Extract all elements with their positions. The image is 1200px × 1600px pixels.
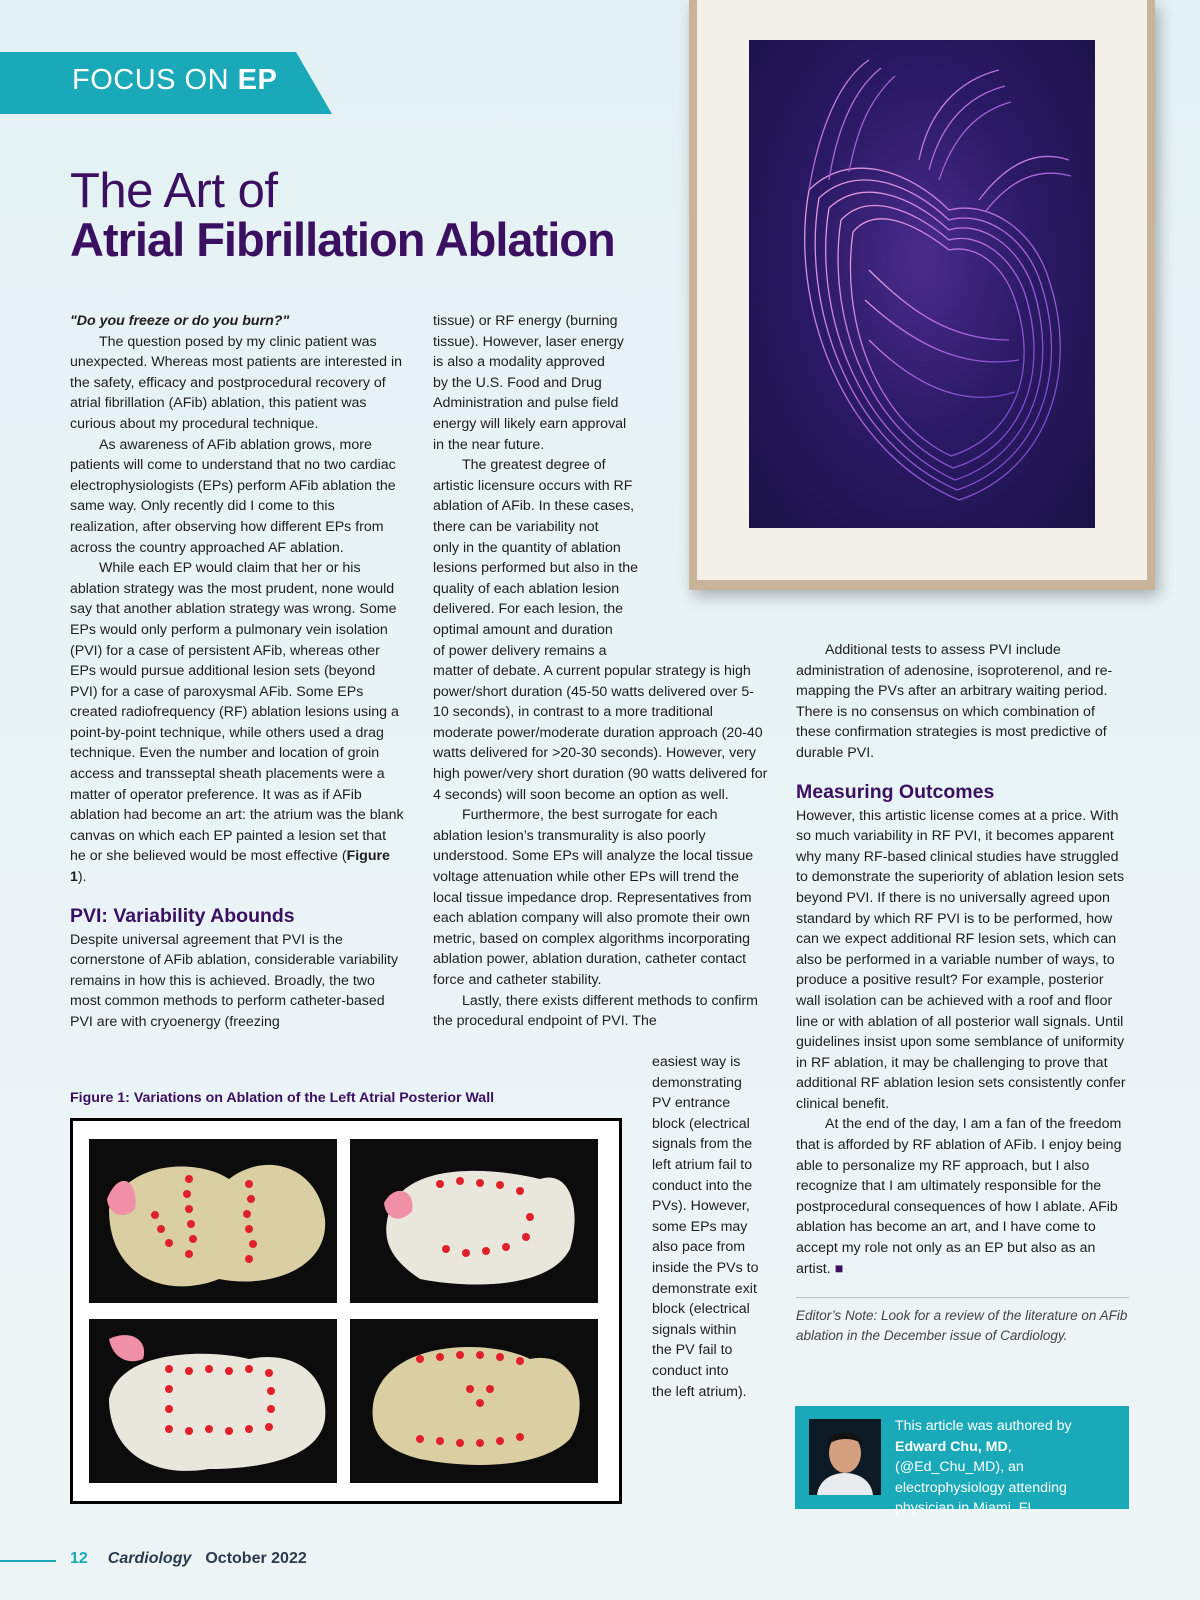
author-name: Edward Chu, MD <box>895 1438 1008 1455</box>
article-column-2-top <box>433 311 673 661</box>
text-line: by the U.S. Food and Drug <box>433 374 602 391</box>
section-heading: Measuring Outcomes <box>796 780 995 803</box>
footer-rule <box>0 1560 56 1562</box>
article-title-line1: The Art of <box>70 164 278 218</box>
paragraph: While each EP would claim that her or his ablation strategy was the most prudent, none would say that another ablation strategy was wrong. Some EPs would only perform a pulmonary vein isolation (PVI) for a case of persistent AFib, whereas other EPs would pursue additional lesion sets (beyond PVI) for a case of paroxysmal AFib. Some EPs created radiofrequency (RF) ablation lesions using a point-by-point technique, while others used a drag technique. Even the number and location of groin access and transseptal sheath placements were a matter of operator preference. It was as if AFib ablation had become an art: the atrium was the blank canvas on which each EP painted a lesion set that he or she believed would be most effective (Figure 1). <box>70 560 404 886</box>
text-line: the left atrium). <box>652 1383 747 1400</box>
section-heading: PVI: Variability Abounds <box>70 904 295 927</box>
text-line: block (electrical <box>652 1115 750 1132</box>
text-line: in the near future. <box>433 436 545 453</box>
paragraph: As awareness of AFib ablation grows, more patients will come to understand that no two cardiac electrophysiologists (EPs) perform AFib ablation the same way. Only recently did I come to this realization, after observing how different EPs from across the country approached AF ablation. <box>70 436 396 556</box>
text-line: there can be variability not <box>433 518 599 535</box>
author-photo <box>809 1419 881 1495</box>
figure-panel <box>350 1139 598 1303</box>
paragraph: matter of debate. A current popular strategy is high power/short duration (45-50 watts delivered over 5-10 seconds), in contrast to a more traditional moderate power/moderate duration approach (20-40 watts delivered for >20-30 seconds). However, very high power/very short duration (90 watts delivered for 4 seconds) will soon become an option as well. <box>433 663 768 803</box>
section-banner-text: FOCUS ON EP <box>72 64 278 96</box>
text-line: PVs). However, <box>652 1198 750 1215</box>
text-line: signals within <box>652 1321 737 1338</box>
heart-artwork-image <box>749 40 1095 528</box>
text-line: block (electrical <box>652 1301 750 1318</box>
text-line: signals from the <box>652 1136 753 1153</box>
text-line: energy will likely earn approval <box>433 415 627 432</box>
text-line: conduct into <box>652 1362 729 1379</box>
text-line: some EPs may <box>652 1218 748 1235</box>
text-line: inside the PVs to <box>652 1259 759 1276</box>
figure-panel <box>89 1319 337 1483</box>
text-line: lesions performed but also in the <box>433 560 639 577</box>
text-line: optimal amount and duration <box>433 621 613 638</box>
page-number: 12 <box>70 1550 88 1567</box>
divider <box>796 1297 1129 1298</box>
text-line: conduct into the <box>652 1177 753 1194</box>
text-line: quality of each ablation lesion <box>433 580 620 597</box>
text-line: left atrium fail to <box>652 1156 753 1173</box>
issue-date: October 2022 <box>205 1550 307 1567</box>
text-line: tissue) or RF energy (burning <box>433 313 618 329</box>
magazine-name: Cardiology <box>107 1550 192 1567</box>
text-line: easiest way is <box>652 1054 741 1070</box>
text-line: demonstrate exit <box>652 1280 757 1297</box>
text-line: the PV fail to <box>652 1342 733 1359</box>
paragraph: However, this artistic license comes at a price. With so much variability in RF PVI, it becomes apparent why many RF-based clinical studies have struggled to demonstrate the superiority of ablation lesion sets beyond PVI. If there is no universally agreed upon standard by which RF PVI is to be performed, how can we expect additional RF lesion sets, which can also be performed in a variable number of ways, to produce a positive result? For example, posterior wall isolation can be achieved with a roof and floor line or with ablation of all posterior wall signals. Until guidelines insist upon some semblance of uniformity in RF ablation, it may be challenging to prove that additional RF ablation lesion sets consistently confer clinical benefit. <box>796 807 1126 1112</box>
text-line: delivered. For each lesion, the <box>433 601 624 618</box>
figure-panel <box>89 1139 337 1303</box>
author-bio: This article was authored by Edward Chu, MD, (@Ed_Chu_MD), an electrophysiology attending physician in Miami, FL. <box>895 1418 1072 1517</box>
text-line: artistic licensure occurs with RF <box>433 477 633 494</box>
text-line: PV entrance <box>652 1095 731 1112</box>
opening-quote: "Do you freeze or do you burn?" <box>70 313 290 329</box>
text-line: only in the quantity of ablation <box>433 539 621 556</box>
text-line: demonstrating <box>652 1074 742 1091</box>
page-footer <box>70 1550 307 1568</box>
article-column-2-middle <box>433 661 768 1032</box>
article-column-2-bottom <box>652 1052 777 1402</box>
article-title-line2: Atrial Fibrillation Ablation <box>70 213 615 266</box>
figure-reference: Figure 1 <box>70 848 390 886</box>
text-line: ablation of AFib. In these cases, <box>433 498 635 515</box>
article-column-3 <box>796 640 1131 1279</box>
article-column-1 <box>70 311 404 1033</box>
figure-caption: Figure 1: Variations on Ablation of the Left Atrial Posterior Wall <box>70 1090 495 1106</box>
text-line: The greatest degree of <box>462 457 606 474</box>
paragraph: Furthermore, the best surrogate for each ablation lesion’s transmurality is also poorly understood. Some EPs will analyze the local tissue voltage attenuation while other EPs will trend the local tissue impedance drop. Representatives from each ablation company will also promote their own metric, based on complex algorithms incorporating ablation power, ablation duration, catheter contact force and catheter stability. <box>433 807 754 988</box>
figure-1-image <box>70 1118 622 1504</box>
editor-note: Editor’s Note: Look for a review of the literature on AFib ablation in the December issue of Cardiology. <box>796 1308 1128 1343</box>
text-line: also pace from <box>652 1239 746 1256</box>
paragraph: Despite universal agreement that PVI is the cornerstone of AFib ablation, considerable variability remains in how this is achieved. Broadly, the two most common methods to perform catheter-based PVI are with cryoenergy (freezing <box>70 931 399 1030</box>
paragraph: At the end of the day, I am a fan of the freedom that is afforded by RF ablation of AFib. I enjoy being able to personalize my RF approach, but I also recognize that I am ultimately responsible for the postprocedural consequences of how I ablate. AFib ablation has become an art, and I have come to accept my role not only as an EP but also as an artist. ■ <box>796 1116 1122 1277</box>
paragraph: Additional tests to assess PVI include administration of adenosine, isoproterenol, and re-mapping the PVs after an arbitrary waiting period. There is no consensus on which combination of these confirmation strategies is most predictive of durable PVI. <box>796 642 1113 761</box>
figure-panel <box>350 1319 598 1483</box>
paragraph: Lastly, there exists different methods to confirm the procedural endpoint of PVI. The <box>433 992 758 1030</box>
paragraph: The question posed by my clinic patient was unexpected. Whereas most patients are interested in the safety, efficacy and postprocedural recovery of atrial fibrillation (AFib) ablation, this patient was curious about my procedural technique. <box>70 333 403 432</box>
text-line: tissue). However, laser energy <box>433 333 624 350</box>
end-mark-icon: ■ <box>834 1260 844 1277</box>
text-line: is also a modality approved <box>433 354 605 371</box>
text-line: Administration and pulse field <box>433 395 619 412</box>
text-line: of power delivery remains a <box>433 642 607 659</box>
